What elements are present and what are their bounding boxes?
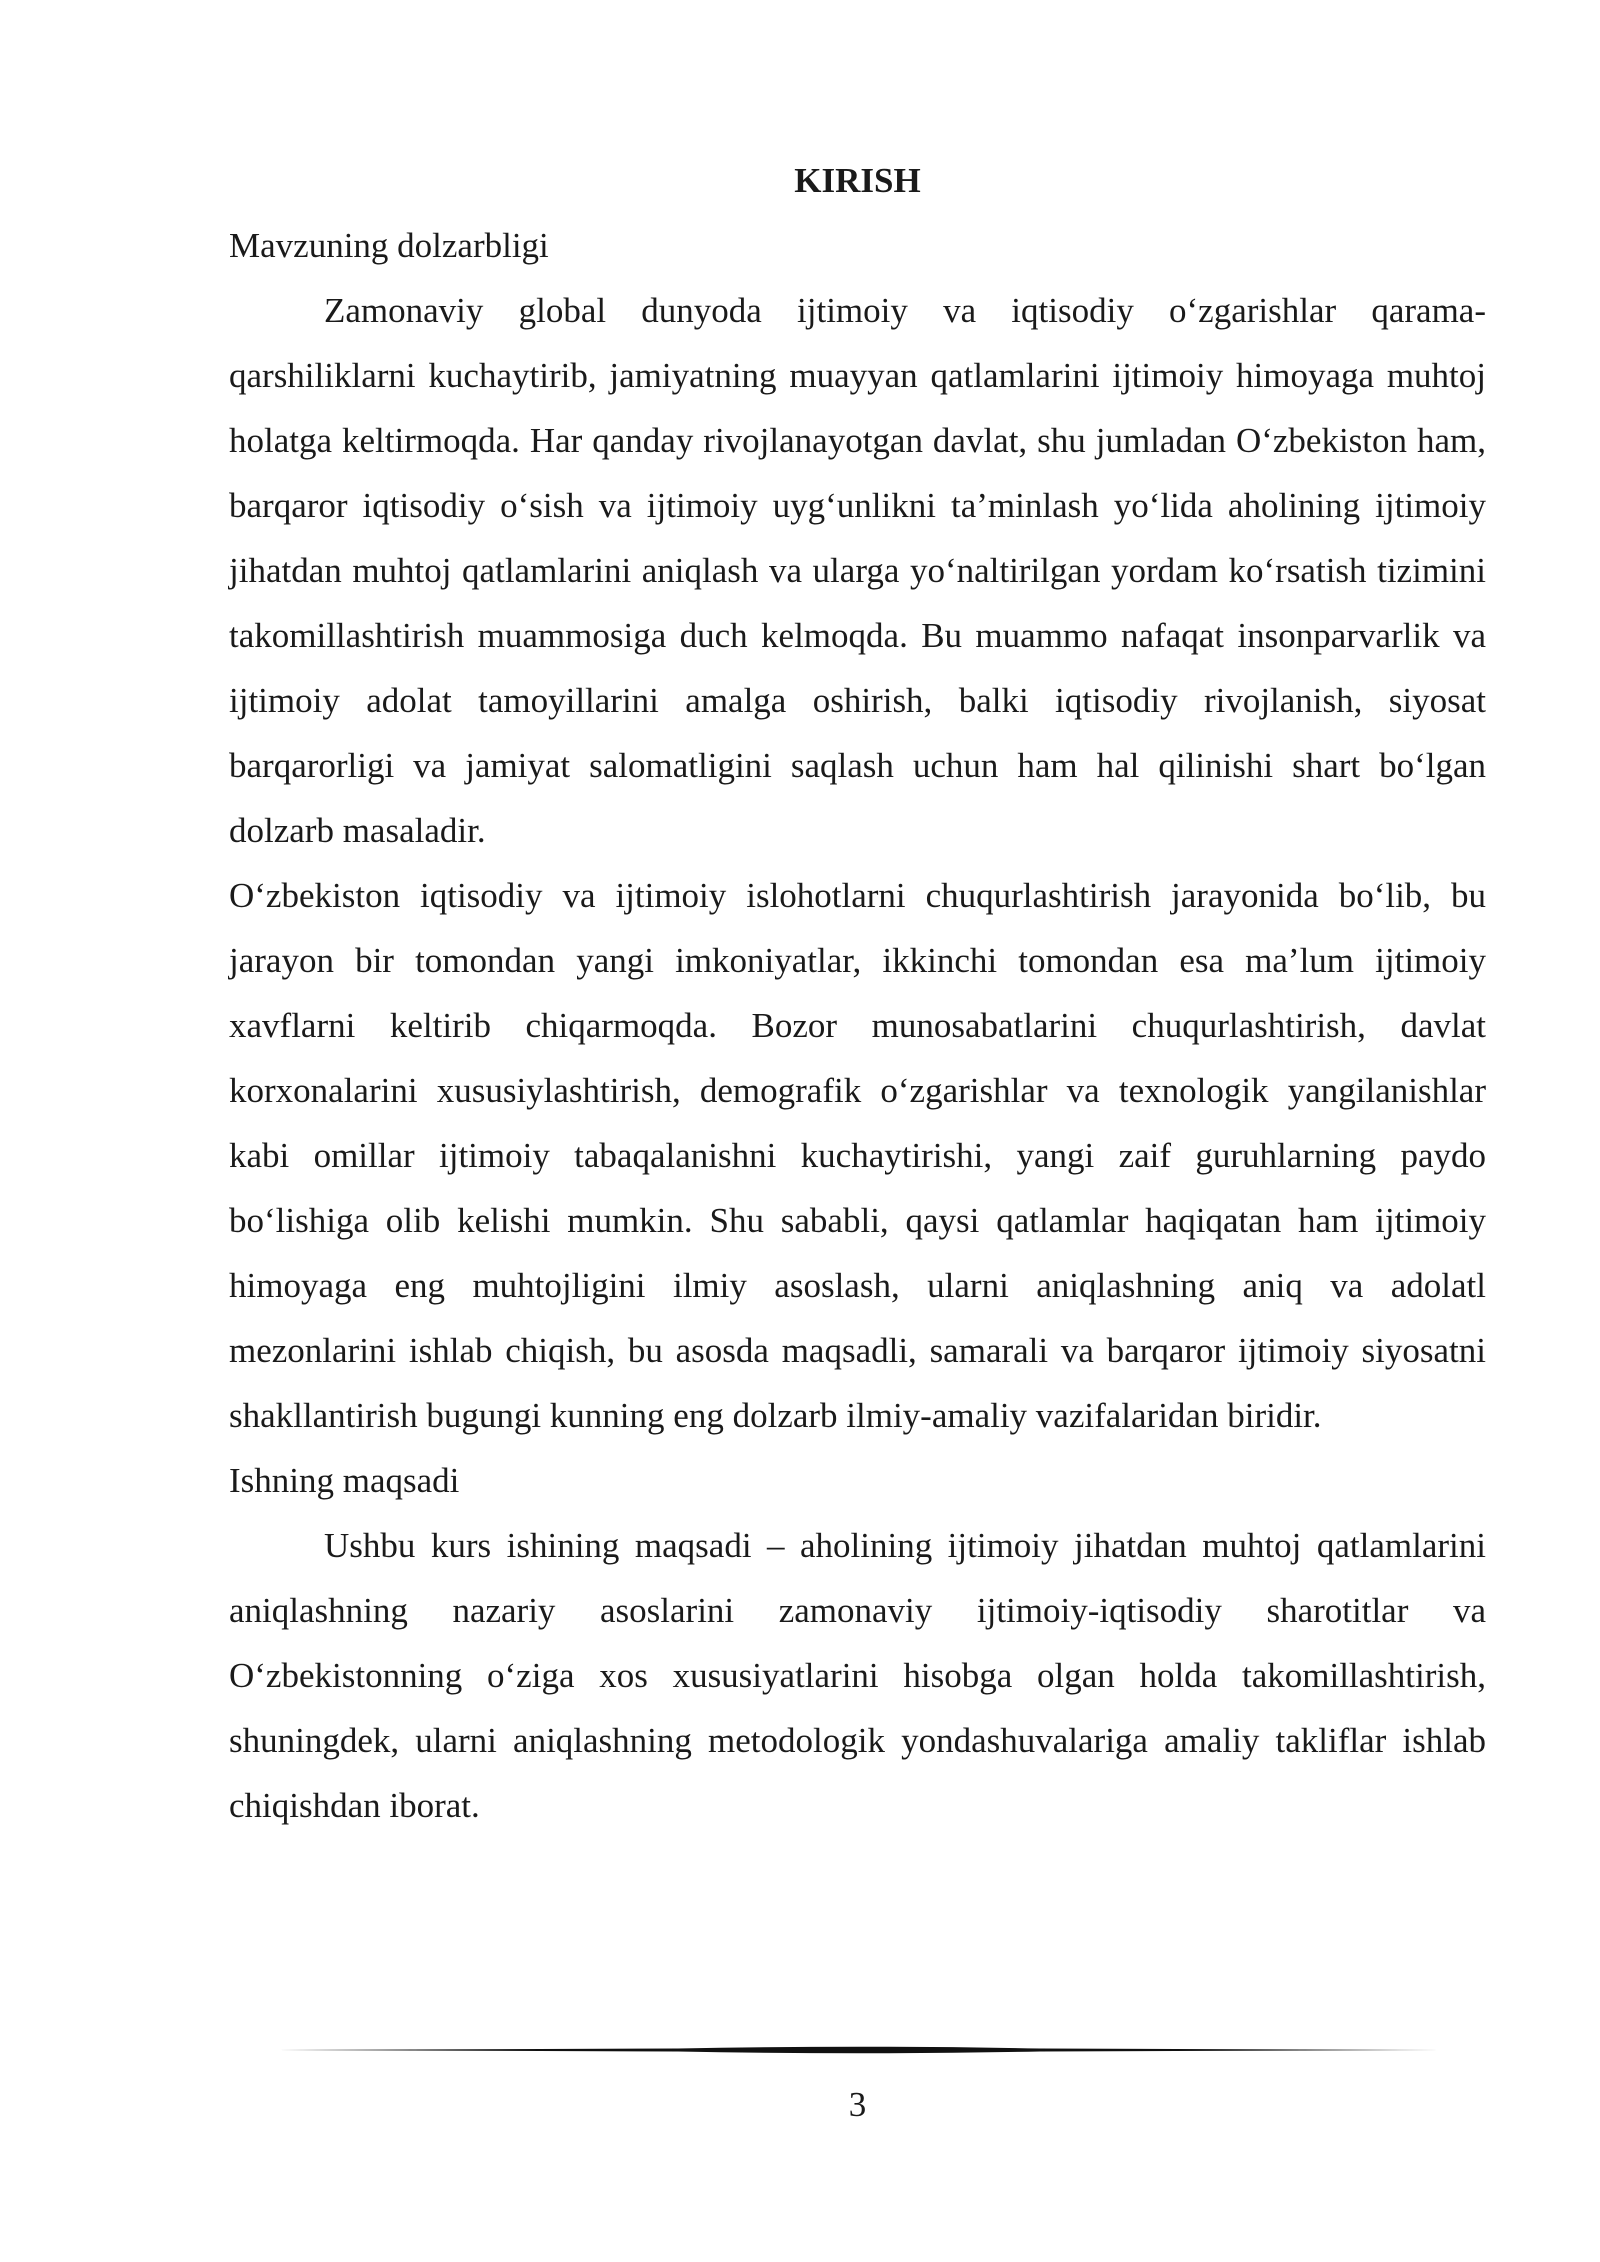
section-heading-relevance: Mavzuning dolzarbligi <box>229 226 549 265</box>
paragraph-3: Ushbu kurs ishining maqsadi – aholining ijtimoiy jihatdan muhtoj qatlamlarini aniqlashning nazariy asoslarini zamonaviy ijtimoiy-iqtisodiy sharotitlar va O‘zbekistonning o‘ziga xos xususiyatlarini hisobga olgan holda takomillashtirish, shuningdek, ularni aniqlashning metodologik yondashuvalariga amaliy takliflar ishlab chiqishdan iborat. <box>229 1526 1486 1825</box>
section-heading-purpose: Ishning maqsadi <box>229 1461 460 1500</box>
document-title: KIRISH <box>794 161 921 200</box>
paragraph-1: Zamonaviy global dunyoda ijtimoiy va iqtisodiy o‘zgarishlar qarama-qarshiliklarni kuchaytirib, jamiyatning muayyan qatlamlarini ijtimoiy himoyaga muhtoj holatga keltirmoqda. Har qanday rivojlanayotgan davlat, shu jumladan O‘zbekiston ham, barqaror iqtisodiy o‘sish va ijtimoiy uyg‘unlikni ta’minlash yo‘lida aholining ijtimoiy jihatdan muhtoj qatlamlarini aniqlash va ularga yo‘naltirilgan yordam ko‘rsatish tizimini takomillashtirish muammosiga duch kelmoqda. Bu muammo nafaqat insonparvarlik va ijtimoiy adolat tamoyillarini amalga oshirish, balki iqtisodiy rivojlanish, siyosat barqarorligi va jamiyat salomatligini saqlash uchun ham hal qilinishi shart bo‘lgan dolzarb masaladir. <box>229 291 1486 850</box>
footer-divider <box>278 2044 1440 2056</box>
page-number: 3 <box>848 2085 867 2124</box>
paragraph-2: O‘zbekiston iqtisodiy va ijtimoiy islohotlarni chuqurlashtirish jarayonida bo‘lib, bu jarayon bir tomondan yangi imkoniyatlar, ikkinchi tomondan esa ma’lum ijtimoiy xavflarni keltirib chiqarmoqda. Bozor munosabatlarini chuqurlashtirish, davlat korxonalarini xususiylashtirish, demografik o‘zgarishlar va texnologik yangilanishlar kabi omillar ijtimoiy tabaqalanishni kuchaytirishi, yangi zaif guruhlarning paydo bo‘lishiga olib kelishi mumkin. Shu sababli, qaysi qatlamlar haqiqatan ham ijtimoiy himoyaga eng muhtojligini ilmiy asoslash, ularni aniqlashning aniq va adolatl mezonlarini ishlab chiqish, bu asosda maqsadli, samarali va barqaror ijtimoiy siyosatni shakllantirish bugungi kunning eng dolzarb ilmiy-amaliy vazifalaridan biridir. <box>229 876 1486 1435</box>
page-content <box>229 148 1486 1838</box>
